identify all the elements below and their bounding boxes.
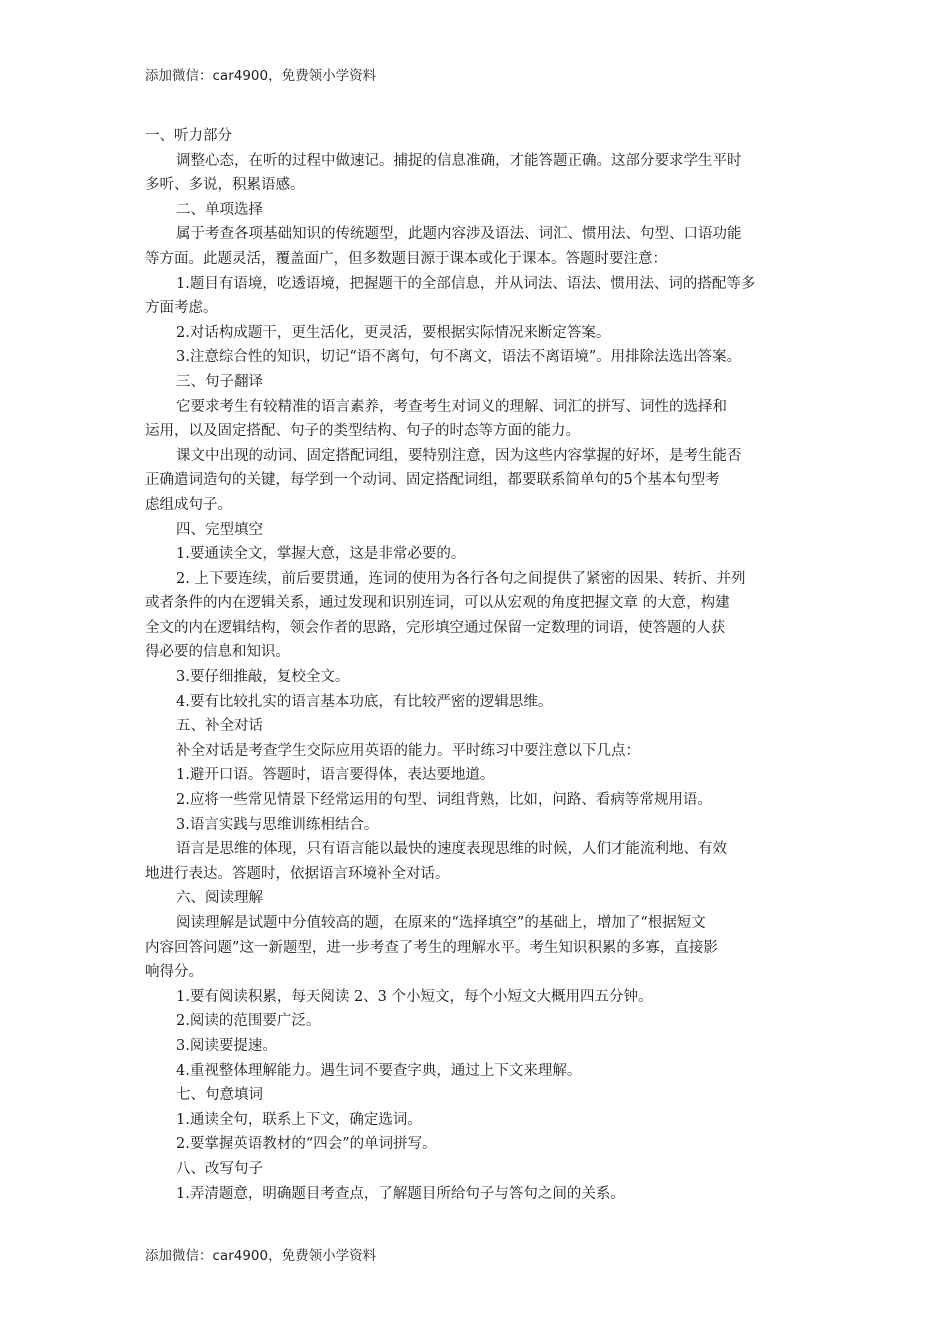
text-line: 1.要通读全文，掌握大意，这是非常必要的。	[176, 546, 466, 563]
document-body	[145, 124, 825, 1206]
text-line: 3.阅读要提速。	[176, 1037, 277, 1054]
text-line: 地进行表达。答题时，依据语言环境补全对话。	[145, 865, 450, 882]
text-line: 2.阅读的范围要广泛。	[176, 1013, 321, 1030]
text-line: 阅读理解是试题中分值较高的题，在原来的“选择填空”的基础上，增加了“根据短文	[176, 915, 706, 931]
text-line: 五、补全对话	[176, 718, 263, 735]
text-line: 1.题目有语境，吃透语境，把握题干的全部信息，并从词法、语法、惯用法、词的搭配等多	[176, 275, 756, 292]
text-line: 正确遣词造句的关键，每学到一个动词、固定搭配词组，都要联系简单句的5个基本句型考	[145, 472, 720, 489]
text-line: 1.要有阅读积累，每天阅读 2、3 个小短文，每个小短文大概用四五分钟。	[176, 988, 653, 1005]
text-line: 二、单项选择	[176, 201, 263, 218]
text-line: 三、句子翻译	[176, 373, 263, 390]
text-line: 响得分。	[145, 964, 203, 981]
text-line: 等方面。此题灵活，覆盖面广，但多数题目源于课本或化于课本。答题时要注意：	[145, 250, 667, 267]
text-line: 3.要仔细推敲，复校全文。	[176, 669, 350, 686]
text-line: 它要求考生有较精准的语言素养，考查考生对词义的理解、词汇的拼写、词性的选择和	[176, 398, 727, 415]
text-line: 内容回答问题”这一新题型，进一步考查了考生的理解水平。考生知识积累的多寡，直接影	[145, 939, 718, 956]
page-footer: 添加微信：car4900，免费领小学资料	[145, 1248, 377, 1264]
text-line: 4.重视整体理解能力。遇生词不要查字典，通过上下文来理解。	[176, 1062, 582, 1079]
text-line: 或者条件的内在逻辑关系，通过发现和识别连词，可以从宏观的角度把握文章 的大意，构建	[145, 595, 730, 612]
text-line: 1.避开口语。答题时，语言要得体，表达要地道。	[176, 767, 495, 784]
text-line: 2.对话构成题干，更生活化，更灵活，要根据实际情况来断定答案。	[176, 324, 611, 341]
text-line: 八、改写句子	[176, 1160, 263, 1177]
page-header: 添加微信：car4900，免费领小学资料	[145, 68, 377, 84]
text-line: 2. 上下要连续，前后要贯通，连词的使用为各行各句之间提供了紧密的因果、转折、并列	[176, 570, 746, 587]
text-line: 语言是思维的体现，只有语言能以最快的速度表现思维的时候，人们才能流利地、有效	[176, 841, 727, 858]
text-line: 2.要掌握英语教材的“四会”的单词拼写。	[176, 1136, 437, 1153]
text-line: 得必要的信息和知识。	[145, 644, 290, 661]
text-line: 属于考查各项基础知识的传统题型，此题内容涉及语法、词汇、惯用法、句型、口语功能	[176, 226, 742, 243]
text-line: 1.弄清题意，明确题目考查点，了解题目所给句子与答句之间的关系。	[176, 1185, 625, 1202]
text-line: 多听、多说，积累语感。	[145, 177, 305, 194]
text-line: 2.应将一些常见情景下经常运用的句型、词组背熟，比如，问路、看病等常规用语。	[176, 792, 712, 809]
text-line: 补全对话是考查学生交际应用英语的能力。平时练习中要注意以下几点：	[176, 742, 640, 759]
text-line: 课文中出现的动词、固定搭配词组，要特别注意，因为这些内容掌握的好坏，是考生能否	[176, 447, 742, 464]
text-line: 一、听力部分	[145, 128, 232, 144]
text-line: 调整心态，在听的过程中做速记。捕捉的信息准确，才能答题正确。这部分要求学生平时	[176, 152, 742, 169]
text-line: 全文的内在逻辑结构，领会作者的思路，完形填空通过保留一定数理的词语，使答题的人获	[145, 619, 725, 636]
text-line: 虑组成句子。	[145, 496, 232, 513]
text-line: 六、阅读理解	[176, 890, 263, 907]
text-line: 3.语言实践与思维训练相结合。	[176, 816, 379, 833]
text-line: 方面考虑。	[145, 300, 218, 317]
text-line: 3.注意综合性的知识，切记“语不离句，句不离文，语法不离语境”。用排除法选出答案。	[176, 349, 742, 366]
text-line: 运用，以及固定搭配、句子的类型结构、句子的时态等方面的能力。	[145, 423, 580, 440]
text-line: 七、句意填词	[176, 1087, 263, 1104]
text-line: 1.通读全句，联系上下文，确定选词。	[176, 1111, 422, 1128]
text-line: 4.要有比较扎实的语言基本功底，有比较严密的逻辑思维。	[176, 693, 553, 710]
text-line: 四、完型填空	[176, 521, 263, 538]
